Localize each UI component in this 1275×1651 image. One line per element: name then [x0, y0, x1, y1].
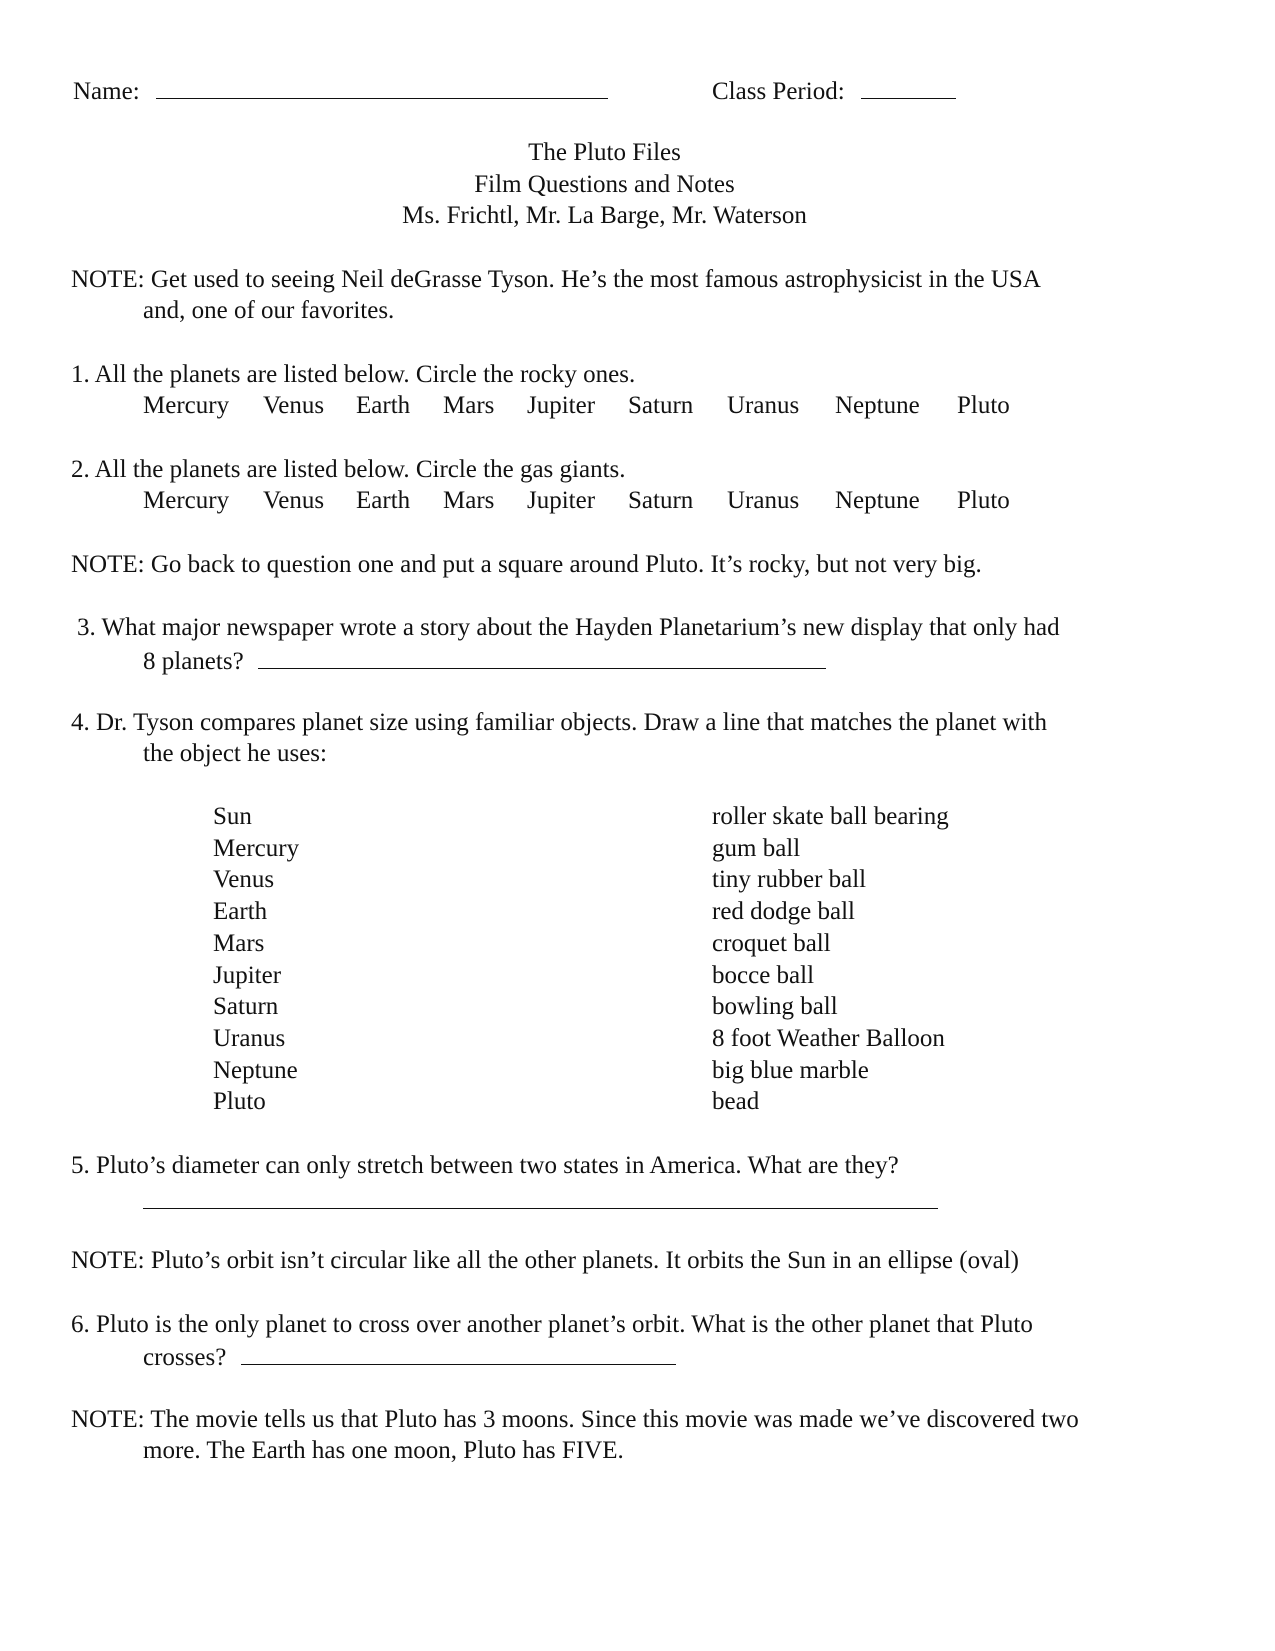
q1-planet[interactable]: Jupiter	[527, 392, 596, 419]
match-right-item[interactable]: roller skate ball bearing	[712, 803, 949, 830]
question-3-line-1: 3. What major newspaper wrote a story about the Hayden Planetarium’s new display that only had	[77, 614, 1060, 641]
q1-planet[interactable]: Neptune	[835, 392, 920, 419]
match-right-item[interactable]: gum ball	[712, 835, 801, 862]
match-right-item[interactable]: red dodge ball	[712, 898, 856, 925]
class-period-label: Class Period:	[712, 78, 845, 105]
name-blank[interactable]	[156, 74, 608, 99]
note-4-line-2: more. The Earth has one moon, Pluto has FIVE.	[143, 1437, 624, 1464]
note-3: NOTE: Pluto’s orbit isn’t circular like all the other planets. It orbits the Sun in an ellipse (oval)	[71, 1247, 1019, 1274]
doc-authors: Ms. Frichtl, Mr. La Barge, Mr. Waterson	[402, 202, 807, 229]
match-left-item[interactable]: Uranus	[213, 1025, 286, 1052]
question-6-prompt: crosses?	[143, 1344, 227, 1371]
match-left-item[interactable]: Saturn	[213, 993, 279, 1020]
doc-title: The Pluto Files	[528, 139, 681, 166]
q1-planet[interactable]: Saturn	[628, 392, 694, 419]
question-4-line-1: 4. Dr. Tyson compares planet size using familiar objects. Draw a line that matches the planet with	[71, 709, 1047, 736]
name-field[interactable]	[73, 74, 608, 108]
q2-planet[interactable]: Jupiter	[527, 487, 596, 514]
q2-planet[interactable]: Saturn	[628, 487, 694, 514]
match-left-item[interactable]: Jupiter	[213, 962, 282, 989]
note-2: NOTE: Go back to question one and put a square around Pluto. It’s rocky, but not very big.	[71, 551, 982, 578]
match-right-item[interactable]: croquet ball	[712, 930, 831, 957]
match-left-item[interactable]: Mars	[213, 930, 265, 957]
match-left-item[interactable]: Mercury	[213, 835, 300, 862]
match-right-item[interactable]: bocce ball	[712, 962, 815, 989]
question-5: 5. Pluto’s diameter can only stretch between two states in America. What are they?	[71, 1152, 899, 1179]
match-left-item[interactable]: Venus	[213, 866, 275, 893]
q2-planet[interactable]: Neptune	[835, 487, 920, 514]
match-right-item[interactable]: bowling ball	[712, 993, 838, 1020]
question-3-prompt: 8 planets?	[143, 648, 244, 675]
note-1-line-2: and, one of our favorites.	[143, 297, 395, 324]
question-1: 1. All the planets are listed below. Circle the rocky ones.	[71, 361, 636, 388]
question-4-line-2: the object he uses:	[143, 740, 327, 767]
match-right-item[interactable]: 8 foot Weather Balloon	[712, 1025, 945, 1052]
q1-planet[interactable]: Pluto	[957, 392, 1010, 419]
note-1-line-1: NOTE: Get used to seeing Neil deGrasse Tyson. He’s the most famous astrophysicist in the USA	[71, 266, 1041, 293]
q2-planet[interactable]: Earth	[356, 487, 411, 514]
match-right-item[interactable]: tiny rubber ball	[712, 866, 867, 893]
class-period-field[interactable]	[712, 74, 956, 108]
question-6-line-2	[143, 1340, 676, 1374]
q1-planet[interactable]: Mars	[443, 392, 495, 419]
question-2: 2. All the planets are listed below. Circle the gas giants.	[71, 456, 626, 483]
q2-planet[interactable]: Mercury	[143, 487, 230, 514]
q1-planet[interactable]: Mercury	[143, 392, 230, 419]
q1-planet[interactable]: Earth	[356, 392, 411, 419]
match-left-item[interactable]: Sun	[213, 803, 252, 830]
q1-planet[interactable]: Venus	[263, 392, 325, 419]
question-3-line-2	[143, 644, 826, 678]
match-left-item[interactable]: Pluto	[213, 1088, 266, 1115]
match-right-item[interactable]: big blue marble	[712, 1057, 869, 1084]
q2-planet[interactable]: Pluto	[957, 487, 1010, 514]
q2-planet[interactable]: Mars	[443, 487, 495, 514]
match-right-item[interactable]: bead	[712, 1088, 760, 1115]
q1-planet[interactable]: Uranus	[727, 392, 800, 419]
question-5-answer-blank[interactable]	[143, 1182, 938, 1209]
match-left-item[interactable]: Neptune	[213, 1057, 298, 1084]
name-label: Name:	[73, 78, 140, 105]
question-3-answer-blank[interactable]	[258, 644, 826, 669]
question-6-line-1: 6. Pluto is the only planet to cross over another planet’s orbit. What is the other planet that Pluto	[71, 1311, 1033, 1338]
q2-planet[interactable]: Venus	[263, 487, 325, 514]
doc-subtitle: Film Questions and Notes	[474, 171, 735, 198]
question-6-answer-blank[interactable]	[241, 1340, 676, 1365]
class-period-blank[interactable]	[861, 74, 956, 99]
q2-planet[interactable]: Uranus	[727, 487, 800, 514]
match-left-item[interactable]: Earth	[213, 898, 268, 925]
note-4-line-1: NOTE: The movie tells us that Pluto has 3 moons. Since this movie was made we’ve discovered two	[71, 1406, 1079, 1433]
